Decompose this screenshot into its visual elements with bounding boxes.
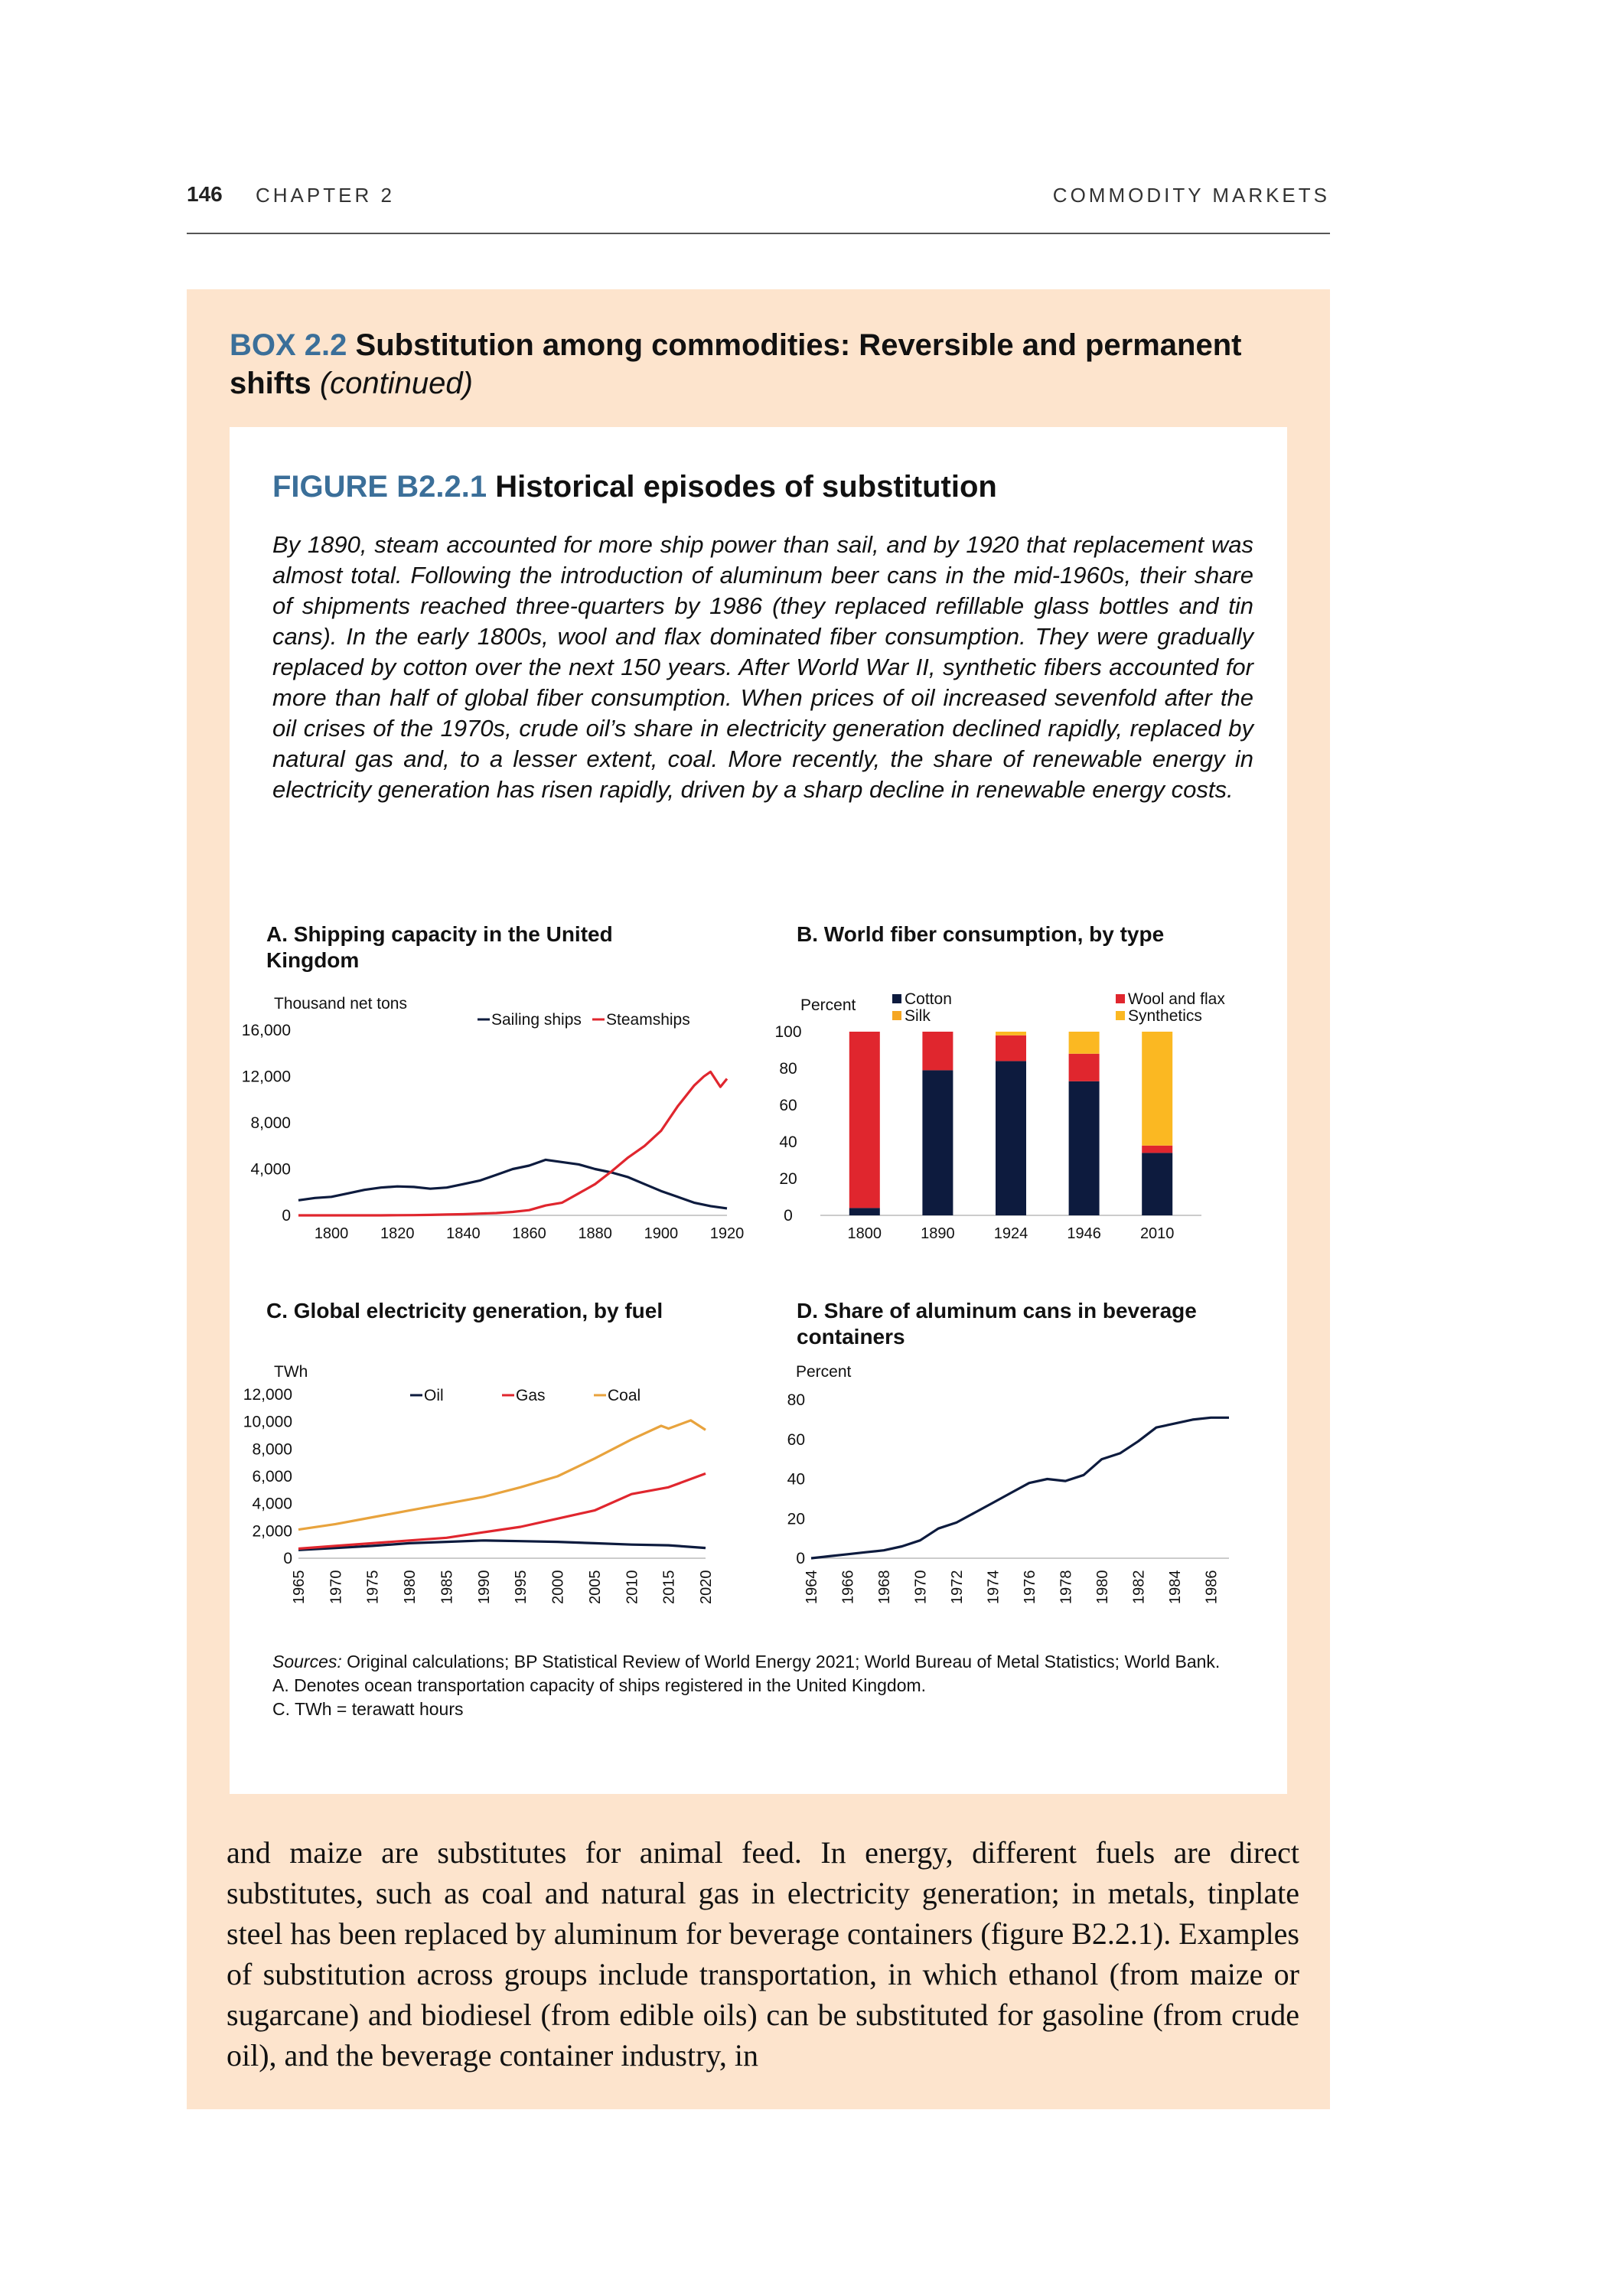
series-line	[811, 1417, 1229, 1558]
sources-text: Original calculations; BP Statistical Review of World Energy 2021; World Bureau of Metal Statistics; World Bank.	[347, 1652, 1221, 1671]
legend-swatch	[892, 1011, 901, 1020]
box-panel	[187, 289, 1330, 2109]
series-line	[298, 1071, 727, 1215]
panel-c-title: C. Global electricity generation, by fuel	[266, 1299, 663, 1322]
bar-segment	[849, 1208, 880, 1215]
y-axis-label: TWh	[274, 1363, 308, 1381]
y-tick-label: 12,000	[241, 1068, 291, 1086]
x-tick-label: 1840	[446, 1225, 481, 1242]
figure-label: FIGURE B2.2.1	[272, 470, 487, 504]
x-tick-label: 1920	[709, 1225, 745, 1242]
x-tick-label: 2005	[586, 1570, 604, 1604]
page-header	[187, 178, 1330, 234]
bar-segment	[1069, 1054, 1100, 1081]
y-tick-label: 6,000	[252, 1468, 292, 1486]
y-tick-label: 0	[784, 1207, 793, 1225]
note-a: A. Denotes ocean transportation capacity of ships registered in the United Kingdom.	[272, 1675, 927, 1695]
series-line	[298, 1159, 727, 1208]
y-tick-label: 0	[282, 1207, 291, 1225]
x-tick-label: 1924	[993, 1225, 1028, 1242]
x-tick-label: 1986	[1203, 1570, 1221, 1604]
x-tick-label: 1985	[438, 1570, 456, 1604]
bar-segment	[1142, 1153, 1172, 1215]
panel-a-title: A. Shipping capacity in the United Kingdom	[266, 922, 613, 972]
bar-segment	[1142, 1032, 1172, 1146]
series-line	[298, 1473, 706, 1548]
legend-swatch	[892, 994, 901, 1003]
legend-swatch	[1116, 1011, 1125, 1020]
x-tick-label: 1970	[328, 1570, 345, 1604]
bar-segment	[996, 1061, 1026, 1215]
bar-segment	[1142, 1146, 1172, 1153]
y-tick-label: 0	[283, 1550, 292, 1567]
bar-segment	[996, 1032, 1026, 1035]
bar-segment	[922, 1032, 953, 1070]
box-title	[230, 326, 1301, 403]
bar-segment	[922, 1070, 953, 1215]
box-continued: (continued)	[319, 367, 473, 400]
y-axis-label: Percent	[796, 1363, 852, 1381]
x-tick-label: 1965	[291, 1570, 308, 1604]
x-tick-label: 1990	[475, 1570, 493, 1604]
y-tick-label: 100	[774, 1023, 802, 1041]
y-tick-label: 60	[787, 1430, 805, 1449]
x-tick-label: 1984	[1166, 1570, 1184, 1604]
chart-electricity-generation	[230, 1357, 758, 1632]
running-title: COMMODITY MARKETS	[1052, 184, 1330, 207]
figure-description: By 1890, steam accounted for more ship power than sail, and by 1920 that replacement was almost total. Following the introduction of aluminum beer cans in the mid-1960s, their share of shipments reached three-quarters by 1986 (they replaced refillable glass bottles and tin cans). In the early 1800s, wool and flax dominated fiber consumption. They were gradually replaced by cotton over the next 150 years. After World War II, synthetic fibers accounted for more than half of global fiber consumption. When prices of oil increased sevenfold after the oil crises of the 1970s, crude oil’s share in electricity generation declined rapidly, replaced by natural gas and, to a lesser extent, coal. More recently, the share of renewable energy in electricity generation has risen rapidly, driven by a sharp decline in renewable energy costs.	[272, 531, 1253, 803]
x-tick-label: 1860	[512, 1225, 546, 1242]
y-tick-label: 80	[779, 1060, 797, 1078]
figure-title	[272, 470, 997, 504]
bar-segment	[1069, 1032, 1100, 1054]
x-tick-label: 1975	[364, 1570, 382, 1604]
y-tick-label: 12,000	[243, 1386, 292, 1404]
box-label: BOX 2.2	[230, 328, 347, 362]
y-tick-label: 2,000	[252, 1522, 292, 1541]
y-tick-label: 80	[787, 1391, 805, 1409]
y-tick-label: 8,000	[252, 1440, 292, 1459]
legend-label: Gas	[516, 1387, 546, 1404]
x-tick-label: 1995	[513, 1570, 530, 1604]
sources-line	[272, 1650, 1253, 1674]
chart-shipping-capacity	[230, 986, 758, 1246]
figure-notes	[272, 1650, 1253, 1721]
x-tick-label: 1900	[644, 1225, 679, 1242]
legend-label: Coal	[608, 1387, 641, 1404]
x-tick-label: 1976	[1021, 1570, 1038, 1604]
x-tick-label: 1820	[380, 1225, 415, 1242]
legend-swatch	[1116, 994, 1125, 1003]
legend-label: Cotton	[905, 990, 952, 1008]
bar-segment	[996, 1035, 1026, 1062]
series-line	[298, 1420, 706, 1530]
chart-aluminum-cans	[758, 1357, 1287, 1632]
figure-panel	[230, 427, 1287, 1794]
x-tick-label: 1880	[578, 1225, 612, 1242]
y-tick-label: 40	[779, 1133, 797, 1151]
y-axis-label: Thousand net tons	[274, 995, 407, 1013]
y-tick-label: 20	[787, 1510, 805, 1528]
y-tick-label: 10,000	[243, 1413, 292, 1431]
x-tick-label: 1980	[1094, 1570, 1111, 1604]
x-tick-label: 1946	[1067, 1225, 1101, 1242]
page-number: 146	[187, 182, 223, 206]
x-tick-label: 1800	[314, 1225, 349, 1242]
x-tick-label: 1890	[921, 1225, 955, 1242]
chart-fiber-consumption	[758, 986, 1287, 1246]
note-c: C. TWh = terawatt hours	[272, 1699, 464, 1719]
bar-segment	[849, 1032, 880, 1208]
figure-title-text: Historical episodes of substitution	[495, 470, 997, 504]
x-tick-label: 2010	[1139, 1225, 1175, 1242]
box-title-text: Substitution among commodities: Reversible and permanent shifts	[230, 328, 1242, 400]
legend-label: Steamships	[606, 1011, 690, 1029]
legend-label: Silk	[905, 1007, 931, 1025]
x-tick-label: 1800	[847, 1225, 882, 1242]
x-tick-label: 1978	[1058, 1570, 1075, 1604]
y-tick-label: 16,000	[241, 1022, 291, 1039]
y-tick-label: 0	[796, 1550, 805, 1567]
chapter-label: CHAPTER 2	[256, 184, 395, 207]
x-tick-label: 2015	[660, 1570, 678, 1604]
x-tick-label: 1970	[912, 1570, 930, 1604]
x-tick-label: 1980	[402, 1570, 419, 1604]
y-tick-label: 20	[779, 1170, 797, 1188]
x-tick-label: 1974	[985, 1570, 1002, 1604]
x-tick-label: 1966	[839, 1570, 857, 1604]
x-tick-label: 1968	[875, 1570, 893, 1604]
sources-label: Sources:	[272, 1652, 342, 1671]
y-tick-label: 4,000	[250, 1160, 291, 1179]
y-tick-label: 8,000	[250, 1114, 291, 1132]
x-tick-label: 1982	[1130, 1570, 1148, 1604]
bar-segment	[1069, 1081, 1100, 1215]
legend-label: Synthetics	[1128, 1007, 1202, 1025]
x-tick-label: 1964	[804, 1570, 820, 1604]
y-tick-label: 60	[779, 1097, 797, 1114]
x-tick-label: 2010	[624, 1570, 641, 1604]
panel-b-title: B. World fiber consumption, by type	[797, 922, 1165, 946]
y-axis-label: Percent	[800, 996, 856, 1014]
y-tick-label: 40	[787, 1470, 805, 1489]
x-tick-label: 2020	[698, 1570, 715, 1604]
body-paragraph: and maize are substitutes for animal feed. In energy, different fuels are direct substitutes, such as coal and natural gas in electricity generation; in metals, tinplate steel has been replaced by aluminum for beverage containers (figure B2.2.1). Examples of substitution across groups include transportation, in which ethanol (from maize or sugarcane) and biodiesel (from edible oils) can be substituted for gasoline (from crude oil), and the beverage container industry, in	[227, 1835, 1299, 2073]
legend-label: Sailing ships	[491, 1011, 582, 1029]
legend-label: Oil	[424, 1387, 444, 1404]
x-tick-label: 2000	[549, 1570, 567, 1604]
x-tick-label: 1972	[948, 1570, 966, 1604]
legend-label: Wool and flax	[1128, 990, 1225, 1008]
y-tick-label: 4,000	[252, 1495, 292, 1513]
panel-d-title: D. Share of aluminum cans in beverage containers	[797, 1299, 1197, 1349]
